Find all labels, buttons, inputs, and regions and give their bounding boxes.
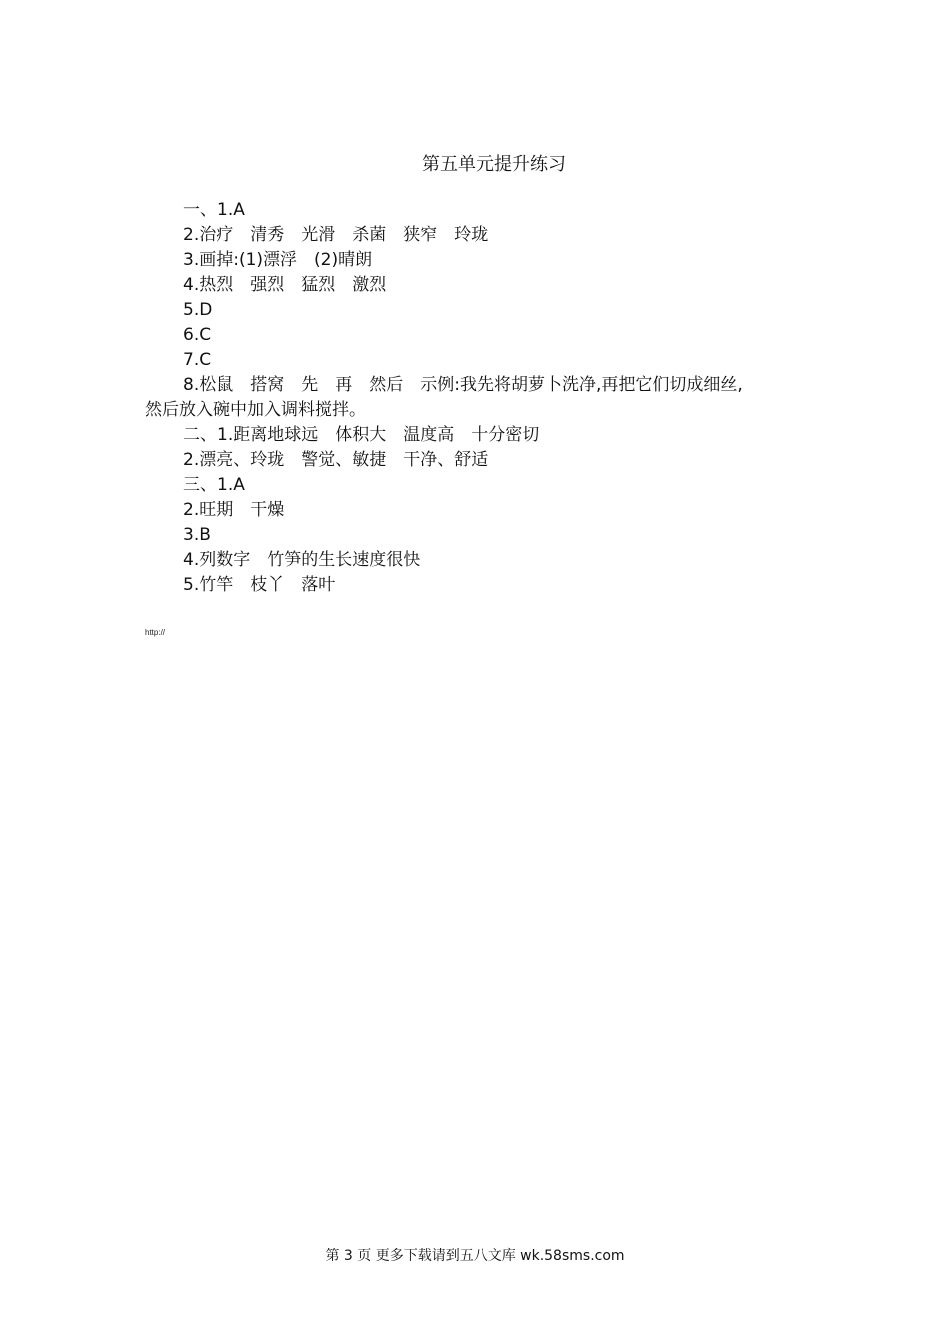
page-footer: 第 3 页 更多下载请到五八文库 wk.58sms.com (325, 1248, 625, 1264)
page-title: 第五单元提升练习 (422, 154, 566, 175)
answer-line: 7.C (183, 350, 212, 370)
answer-line: 2.治疗 清秀 光滑 杀菌 狭窄 玲珑 (183, 225, 489, 245)
answer-line: 2.漂亮、玲珑 警觉、敏捷 干净、舒适 (183, 450, 489, 470)
answer-line: 5.竹竿 枝丫 落叶 (183, 575, 336, 595)
answer-line: 5.D (183, 300, 213, 320)
answer-list (145, 198, 825, 598)
answer-line-continuation: 然后放入碗中加入调料搅拌。 (145, 400, 366, 420)
answer-line: 4.热烈 强烈 猛烈 激烈 (183, 275, 387, 295)
answer-line: 6.C (183, 325, 212, 345)
answer-line: 一、1.A (183, 200, 245, 220)
answer-line: 二、1.距离地球远 体积大 温度高 十分密切 (183, 425, 540, 445)
answer-line: 3.B (183, 525, 211, 545)
answer-line: 三、1.A (183, 475, 245, 495)
answer-line: 3.画掉:(1)漂浮 (2)晴朗 (183, 250, 373, 270)
answer-line: 4.列数字 竹笋的生长速度很快 (183, 550, 421, 570)
answer-line: 8.松鼠 搭窝 先 再 然后 示例:我先将胡萝卜洗净,再把它们切成细丝, (183, 375, 743, 395)
answer-line: 2.旺期 干燥 (183, 500, 285, 520)
link-text[interactable]: http:// (145, 628, 166, 637)
